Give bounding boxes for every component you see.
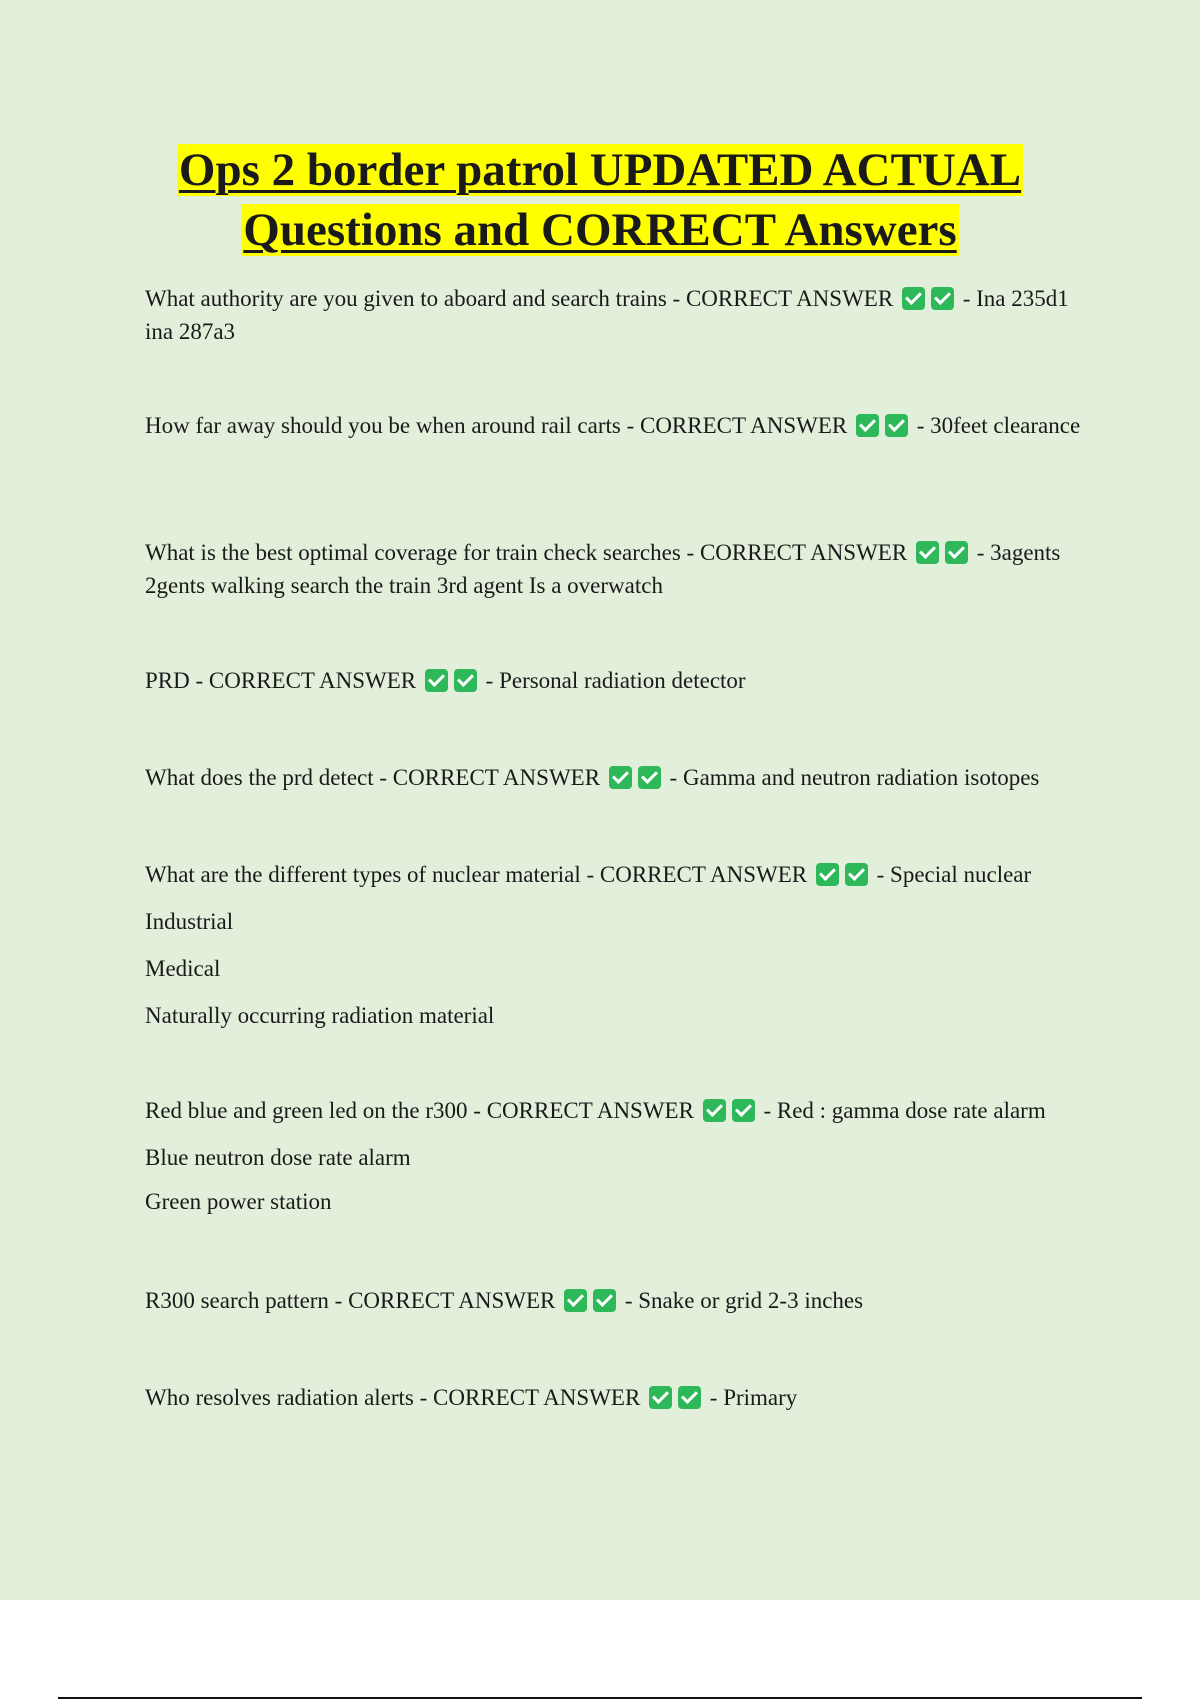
answer-text: - 3agents 2gents walking search the train 3rd agent Is a overwatch <box>145 540 1061 598</box>
answer-text: - Gamma and neutron radiation isotopes <box>669 765 1040 790</box>
answer-line: Medical <box>145 956 221 981</box>
qa-item-1 <box>145 282 1095 348</box>
check-mark-icon <box>454 669 477 692</box>
check-mark-icon <box>816 863 839 886</box>
question-text: What is the best optimal coverage for train check searches - CORRECT ANSWER <box>145 540 908 565</box>
check-mark-icon <box>649 1386 672 1409</box>
check-mark-icon <box>638 766 661 789</box>
check-mark-icon <box>916 541 939 564</box>
title-line-1: Ops 2 border patrol UPDATED ACTUAL <box>178 144 1022 196</box>
check-mark-icon <box>593 1289 616 1312</box>
check-mark-icon <box>564 1289 587 1312</box>
answer-line: Green power station <box>145 1189 332 1214</box>
qa-item-6 <box>145 858 1095 1032</box>
check-mark-icon <box>902 287 925 310</box>
check-mark-icon <box>945 541 968 564</box>
check-mark-icon <box>678 1386 701 1409</box>
check-mark-icon <box>856 414 879 437</box>
answer-line: Blue neutron dose rate alarm <box>145 1145 411 1170</box>
qa-item-8 <box>145 1284 1095 1317</box>
answer-text: - Red : gamma dose rate alarm <box>763 1098 1046 1123</box>
footer-divider <box>58 1697 1142 1699</box>
question-text: How far away should you be when around rail carts - CORRECT ANSWER <box>145 413 848 438</box>
qa-item-3 <box>145 536 1095 602</box>
question-text: Red blue and green led on the r300 - CORRECT ANSWER <box>145 1098 694 1123</box>
qa-item-7 <box>145 1094 1095 1218</box>
question-text: PRD - CORRECT ANSWER <box>145 668 417 693</box>
check-mark-icon <box>885 414 908 437</box>
question-text: Who resolves radiation alerts - CORRECT ANSWER <box>145 1385 641 1410</box>
answer-text: - 30feet clearance <box>916 413 1081 438</box>
qa-item-5 <box>145 761 1095 794</box>
answer-text: - Primary <box>709 1385 798 1410</box>
qa-item-9 <box>145 1381 1095 1414</box>
answer-line: Industrial <box>145 909 234 934</box>
answer-text: - Ina 235d1 ina 287a3 <box>145 286 1069 344</box>
check-mark-icon <box>845 863 868 886</box>
question-text: What authority are you given to aboard and search trains - CORRECT ANSWER <box>145 286 894 311</box>
check-mark-icon <box>732 1099 755 1122</box>
answer-text: - Special nuclear <box>876 862 1032 887</box>
qa-item-4 <box>145 664 1095 697</box>
question-text: What are the different types of nuclear material - CORRECT ANSWER <box>145 862 808 887</box>
document-title <box>120 140 1080 260</box>
question-text: What does the prd detect - CORRECT ANSWER <box>145 765 601 790</box>
qa-item-2 <box>145 409 1095 442</box>
answer-text: - Personal radiation detector <box>485 668 746 693</box>
answer-line: Naturally occurring radiation material <box>145 1003 495 1028</box>
check-mark-icon <box>703 1099 726 1122</box>
check-mark-icon <box>931 287 954 310</box>
answer-text: - Snake or grid 2-3 inches <box>624 1288 864 1313</box>
check-mark-icon <box>609 766 632 789</box>
title-line-2: Questions and CORRECT Answers <box>243 204 957 256</box>
check-mark-icon <box>425 669 448 692</box>
question-text: R300 search pattern - CORRECT ANSWER <box>145 1288 556 1313</box>
